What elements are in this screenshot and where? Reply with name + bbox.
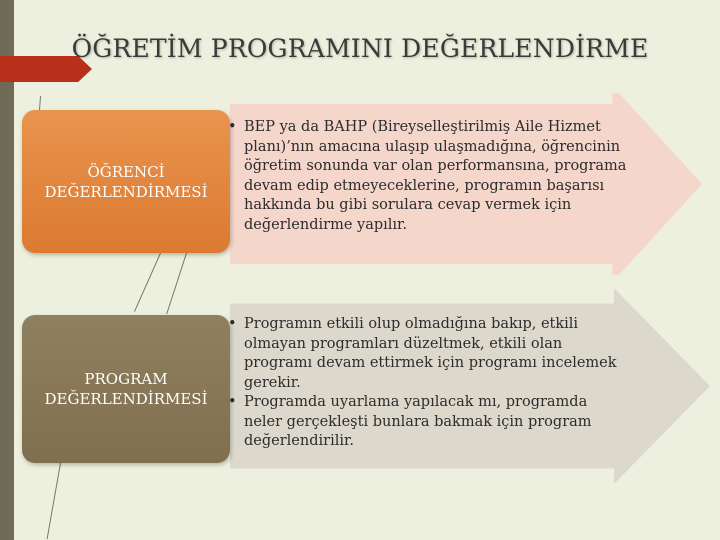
slide-title: ÖĞRETİM PROGRAMINI DEĞERLENDİRME xyxy=(71,34,649,63)
student-evaluation-box xyxy=(22,110,230,253)
program-evaluation-box xyxy=(22,315,230,463)
student-evaluation-label: ÖĞRENCİ DEĞERLENDİRMESİ xyxy=(44,162,208,201)
bullet-item: • Programın etkili olup olmadığına bakıp, etkili olmayan programları düzeltmek, etkili olan programı devam ettirmek için programı incelemek gerekir. xyxy=(228,315,628,393)
bullet-item: • BEP ya da BAHP (Bireyselleştirilmiş Aile Hizmet planı)’nın amacına ulaşıp ulaşmadığına, öğrencinin öğretim sonunda var olan performansına, programa devam edip etmeyeceklerine, programın başarısı hakkında bu gibi sorulara cevap vermek için değerlendirme yapılır. xyxy=(228,118,638,235)
program-evaluation-bullets xyxy=(228,315,628,452)
bullet-item: • Programda uyarlama yapılacak mı, programda neler gerçekleşti bunlara bakmak için program değerlendirilir. xyxy=(228,393,628,452)
decorative-line xyxy=(134,253,161,312)
decorative-line xyxy=(166,253,187,314)
program-evaluation-label: PROGRAM DEĞERLENDİRMESİ xyxy=(44,370,208,408)
decorative-line xyxy=(47,463,62,539)
student-evaluation-bullets xyxy=(228,118,638,235)
